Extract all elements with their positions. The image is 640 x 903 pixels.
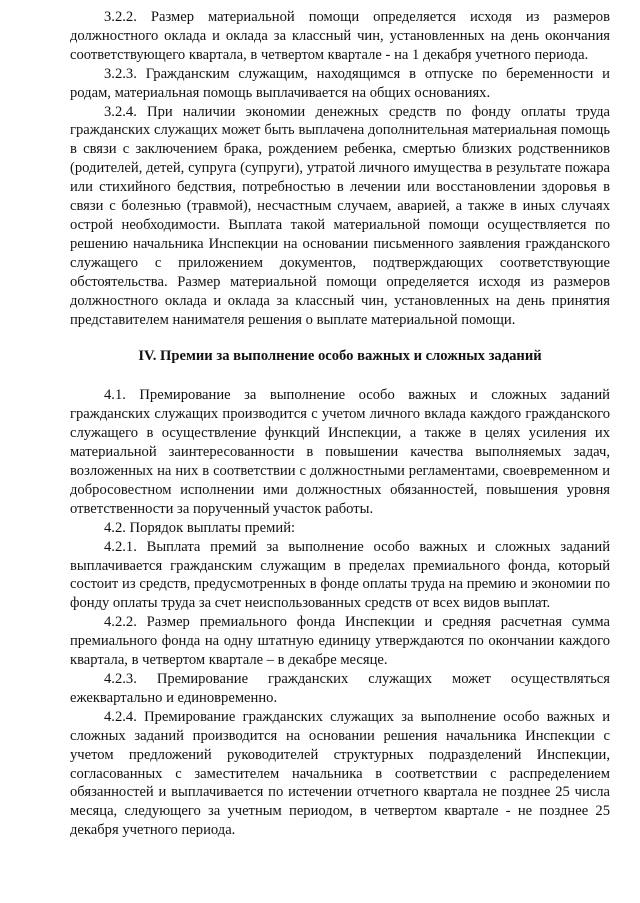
paragraph-4-2-3: 4.2.3. Премирование гражданских служащих может осуществляться ежеквартально и единовременно. xyxy=(70,671,610,706)
paragraph-4-1: 4.1. Премирование за выполнение особо важных и сложных заданий гражданских служащих производится с учетом личного вклада каждого гражданского служащего в осуществление функций Инспекции, а также в целях усиления их материальной заинтересованности в повышении качества выполняемых задач, возложенных на них в соответствии с должностными регламентами, своевременном и добросовестном исполнении ими должностных обязанностей, повышения уровня ответственности за порученный участок работы. xyxy=(70,387,610,517)
paragraph-3-2-4: 3.2.4. При наличии экономии денежных средств по фонду оплаты труда гражданских служащих может быть выплачена дополнительная материальная помощь в связи с заключением брака, рождением ребенка, смертью близких родственников (родителей, детей, супруга (супруги), утратой личного имущества в результате пожара или стихийного бедствия, потребностью в лечении или восстановлении здоровья в связи с болезнью (травмой), несчастным случаем, аварией, а также в иных случаях острой необходимости. Выплата такой материальной помощи осуществляется по решению начальника Инспекции на основании письменного заявления гражданского служащего с приложением документов, подтверждающих соответствующие обстоятельства. Размер материальной помощи определяется исходя из размеров должностного оклада и оклада за классный чин, установленных на день принятия представителем нанимателя решения о выплате материальной помощи. xyxy=(70,103,610,328)
paragraph-3-2-2: 3.2.2. Размер материальной помощи определяется исходя из размеров должностного оклада и оклада за классный чин, установленных на день окончания соответствующего квартала, в четвертом квартале - на 1 декабря учетного периода. xyxy=(70,9,610,63)
paragraph-3-2-3: 3.2.3. Гражданским служащим, находящимся в отпуске по беременности и родам, материальная помощь выплачивается на общих основаниях. xyxy=(70,65,610,101)
section-heading: IV. Премии за выполнение особо важных и сложных заданий xyxy=(138,348,542,365)
document-page xyxy=(70,8,610,840)
paragraph-4-2-2: 4.2.2. Размер премиального фонда Инспекции и средняя расчетная сумма премиального фонда на одну штатную единицу утверждаются по окончании каждого квартала, в четвертом квартале – в декабре месяце. xyxy=(70,614,610,669)
paragraph-4-2: 4.2. Порядок выплаты премий: xyxy=(104,519,296,536)
paragraph-4-2-1: 4.2.1. Выплата премий за выполнение особо важных и сложных заданий выплачивается гражданским служащим в пределах премиального фонда, который состоит из средств, предусмотренных в фонде оплаты труда на премию и экономии по фонду оплаты труда за счет неиспользованных средств от всех видов выплат. xyxy=(70,538,610,612)
paragraph-4-2-4: 4.2.4. Премирование гражданских служащих за выполнение особо важных и сложных заданий производится на основании решения начальника Инспекции с учетом предложений руководителей структурных подразделений Инспекции, согласованных с заместителем начальника в соответствии с распределением обязанностей и выплачивается по истечении отчетного квартала не позднее 25 числа месяца, следующего за учетным периодом, в четвертом квартале - не позднее 25 декабря учетного периода. xyxy=(70,708,610,839)
